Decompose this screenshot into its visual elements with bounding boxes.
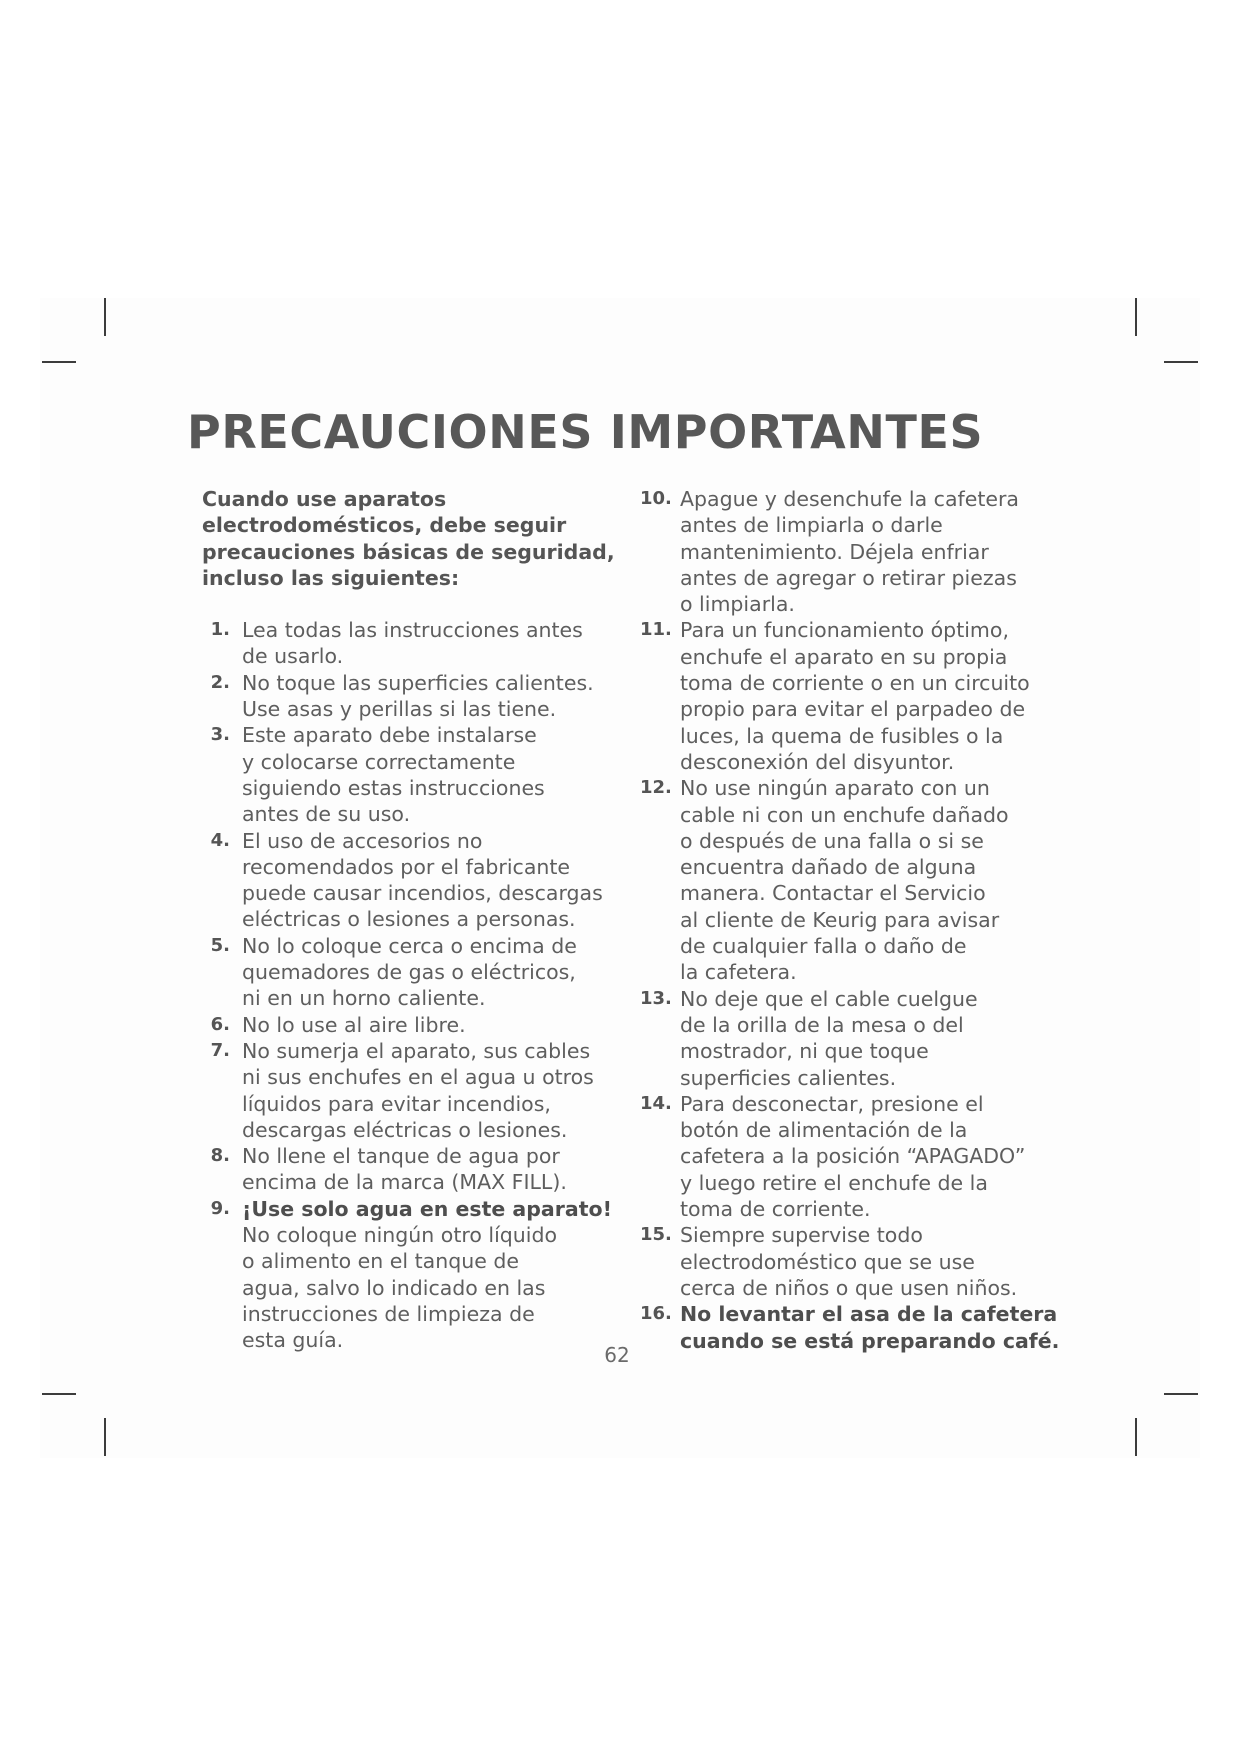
item-text: No lo use al aire libre. bbox=[242, 1012, 466, 1037]
item-text: No use ningún aparato con un cable ni con un enchufe dañado o después de una falla o si se encuentra dañado de alguna manera. Contactar el Servicio al cliente de Keurig para avisar de cualquier falla o daño de la cafetera. bbox=[680, 776, 1009, 985]
item-number: 6. bbox=[210, 1013, 230, 1035]
crop-mark-bottom-left-horizontal bbox=[42, 1393, 76, 1395]
item-text: El uso de accesorios no recomendados por el fabricante puede causar incendios, descargas eléctricas o lesiones a personas. bbox=[242, 828, 603, 932]
list-item-3 bbox=[202, 722, 632, 827]
item-number: 8. bbox=[210, 1145, 230, 1167]
item-number: 12. bbox=[640, 777, 672, 799]
list-item-2 bbox=[202, 670, 632, 723]
list-item-13 bbox=[640, 986, 1060, 1091]
list-item-14 bbox=[640, 1091, 1060, 1222]
item-text: Este aparato debe instalarse y colocarse correctamente siguiendo estas instrucciones antes de su uso. bbox=[242, 723, 545, 827]
item-number: 4. bbox=[210, 829, 230, 851]
item-text: No lo coloque cerca o encima de quemadores de gas o eléctricos, ni en un horno caliente. bbox=[242, 933, 577, 1011]
item-number: 16. bbox=[640, 1303, 672, 1325]
list-item-7 bbox=[202, 1038, 632, 1143]
item-text: Para desconectar, presione el botón de alimentación de la cafetera a la posición “APAGADO” y luego retire el enchufe de la toma de corriente. bbox=[680, 1091, 1026, 1222]
list-item-16 bbox=[640, 1301, 1060, 1354]
crop-mark-bottom-right-vertical bbox=[1135, 1418, 1137, 1456]
item-number: 11. bbox=[640, 619, 672, 641]
item-emphasis: ¡Use solo agua en este aparato! bbox=[242, 1196, 612, 1221]
item-number: 3. bbox=[210, 724, 230, 746]
list-item-12 bbox=[640, 775, 1060, 985]
item-number: 10. bbox=[640, 488, 672, 509]
list-item-11 bbox=[640, 617, 1060, 775]
item-number: 14. bbox=[640, 1092, 672, 1114]
item-emphasis: No levantar el asa de la cafetera cuando se está preparando café. bbox=[680, 1302, 1060, 1353]
item-text: Lea todas las instrucciones antes de usarlo. bbox=[242, 618, 583, 669]
list-item-8 bbox=[202, 1143, 632, 1196]
list-item-6 bbox=[202, 1012, 632, 1038]
item-number: 5. bbox=[210, 934, 230, 956]
intro-text: Cuando use aparatos electrodomésticos, debe seguir precauciones básicas de seguridad, incluso las siguientes: bbox=[202, 487, 615, 590]
list-item-5 bbox=[202, 933, 632, 1012]
list-item-10 bbox=[640, 486, 1060, 617]
item-number: 9. bbox=[210, 1197, 230, 1219]
item-text: No toque las superficies calientes. Use asas y perillas si las tiene. bbox=[242, 670, 594, 722]
item-text: No coloque ningún otro líquido o alimento en el tanque de agua, salvo lo indicado en las instrucciones de limpieza de esta guía. bbox=[242, 1223, 558, 1353]
left-column bbox=[202, 486, 632, 1354]
list-item-1 bbox=[202, 617, 632, 670]
item-number: 1. bbox=[210, 619, 230, 641]
item-number: 15. bbox=[640, 1224, 672, 1246]
crop-mark-top-right-vertical bbox=[1135, 298, 1137, 336]
crop-mark-bottom-left-vertical bbox=[104, 1418, 106, 1456]
item-text: No llene el tanque de agua por encima de la marca (MAX FILL). bbox=[242, 1144, 567, 1195]
crop-mark-top-right-horizontal bbox=[1164, 361, 1198, 363]
list-item-9 bbox=[202, 1196, 632, 1354]
crop-mark-top-left-horizontal bbox=[42, 361, 76, 363]
page-title: PRECAUCIONES IMPORTANTES bbox=[187, 405, 984, 459]
item-text: Para un funcionamiento óptimo, enchufe el aparato en su propia toma de corriente o en un circuito propio para evitar el parpadeo de luces, la quema de fusibles o la desconexión del disyuntor. bbox=[680, 618, 1030, 774]
item-number: 2. bbox=[210, 671, 230, 693]
right-column bbox=[640, 486, 1060, 1354]
item-text: Apague y desenchufe la cafetera antes de limpiarla o darle mantenimiento. Déjela enfriar antes de agregar o retirar piezas o limpiarla. bbox=[680, 487, 1019, 617]
item-text: Siempre supervise todo electrodoméstico que se use cerca de niños o que usen niños. bbox=[680, 1223, 1018, 1300]
list-item-4 bbox=[202, 828, 632, 933]
item-number: 13. bbox=[640, 987, 672, 1009]
item-text: No deje que el cable cuelgue de la orilla de la mesa o del mostrador, ni que toque superficies calientes. bbox=[680, 986, 978, 1090]
crop-mark-bottom-right-horizontal bbox=[1164, 1393, 1198, 1395]
item-text: No sumerja el aparato, sus cables ni sus enchufes en el agua u otros líquidos para evitar incendios, descargas eléctricas o lesiones. bbox=[242, 1038, 594, 1142]
list-item-15 bbox=[640, 1222, 1060, 1301]
crop-mark-top-left-vertical bbox=[104, 298, 106, 336]
page-number: 62 bbox=[604, 1343, 630, 1367]
item-number: 7. bbox=[210, 1039, 230, 1061]
